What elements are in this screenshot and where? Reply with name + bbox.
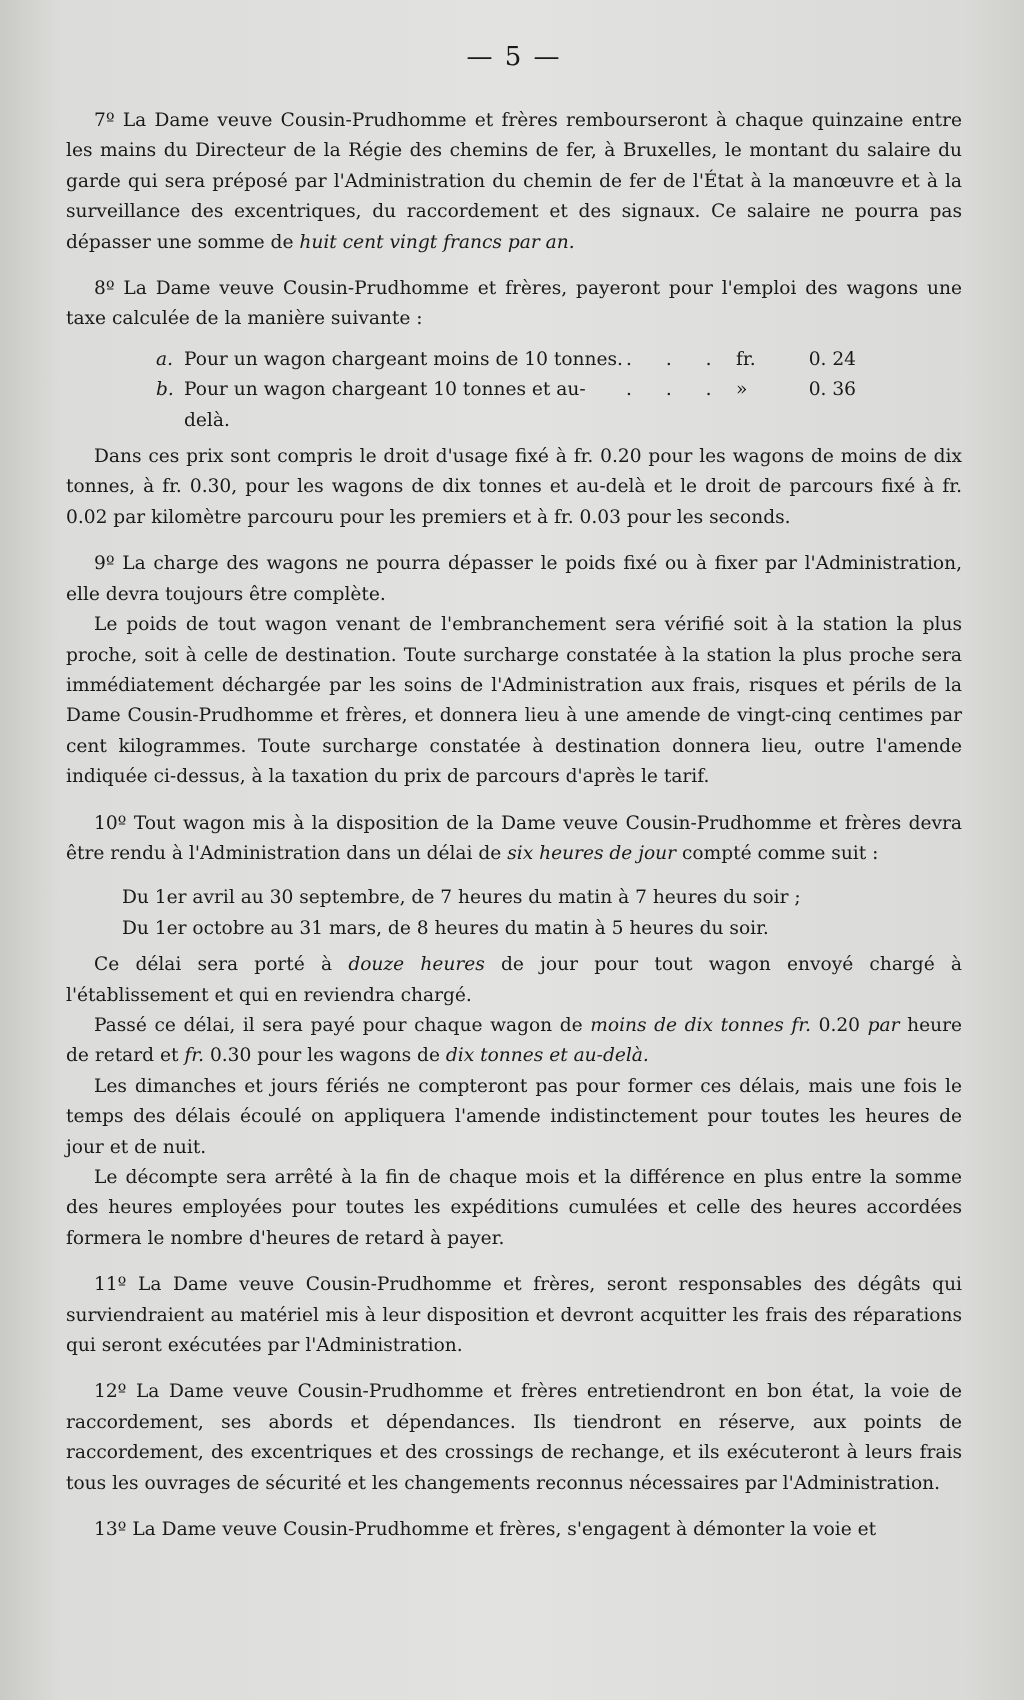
article-13: 13º La Dame veuve Cousin-Prudhomme et frères, s'engagent à démonter la voie et [94,1519,877,1541]
tariff-row [156,375,856,436]
tariff-text: Pour un wagon chargeant moins de 10 tonnes. [184,348,623,370]
penalty-italic: par [867,1014,900,1036]
tariff-row [156,345,856,375]
tariff-list [156,345,856,436]
tariff-unit: » [736,379,748,401]
penalty-text: heure de retard et [66,1014,962,1067]
article-10-extension [66,950,962,1011]
tariff-letter: a. [156,348,173,370]
article-10-italic: six heures de jour [507,842,677,864]
penalty-text: Passé ce délai, il sera payé pour chaque wagon de [94,1014,583,1036]
article-9-details: Le poids de tout wagon venant de l'embranchement sera vérifié soit à la station la plus proche, soit à celle de destination. Toute surcharge constatée à la station la plus proche sera immédiatement déchargée par les soins de l'Administration aux frais, risques et périls de la Dame Cousin-Prudhomme et frères, et donnera lieu à une amende de vingt-cinq centimes par cent kilogrammes. Toute surcharge constatée à destination donnera lieu, outre l'amende indiquée ci-dessus, à la taxation du prix de parcours d'après le tarif. [66,614,962,788]
penalty-italic: dix tonnes et au-delà. [445,1045,649,1067]
article-10-extension-text: Ce délai sera porté à [94,954,333,976]
article-10 [66,809,962,870]
penalty-italic: fr. [184,1045,205,1067]
penalty-text: 0.20 [818,1014,861,1036]
tariff-price: 0. 24 [808,348,856,370]
article-10-settlement: Le décompte sera arrêté à la fin de chaque mois et la différence en plus entre la somme des heures employées pour toutes les expéditions cumulées et celle des heures accordées formera le nombre d'heures de retard à payer. [66,1167,962,1249]
tariff-dots: . . . [626,379,726,401]
period-winter: Du 1er octobre au 31 mars, de 8 heures du matin à 5 heures du soir. [122,917,769,939]
article-7 [66,106,962,258]
article-8-details: Dans ces prix sont compris le droit d'usage fixé à fr. 0.20 pour les wagons de moins de dix tonnes, à fr. 0.30, pour les wagons de dix tonnes et au-delà et le droit de parcours fixé à fr. 0.02 par kilomètre parcouru pour les premiers et à fr. 0.03 pour les seconds. [66,446,962,528]
tariff-text: Pour un wagon chargeant 10 tonnes et au-delà. [184,379,586,431]
penalty-italic: moins de dix tonnes fr. [590,1014,811,1036]
article-10-text: 10º Tout wagon mis à la disposition de la Dame veuve Cousin-Prudhomme et frères devra être rendu à l'Administration dans un délai de [66,812,962,864]
period-summer: Du 1er avril au 30 septembre, de 7 heures du matin à 7 heures du soir ; [122,887,801,909]
penalty-text: 0.30 pour les wagons de [209,1045,440,1067]
period-list [122,883,962,944]
tariff-dots: . . . [626,348,726,370]
article-8: 8º La Dame veuve Cousin-Prudhomme et frères, payeront pour l'emploi des wagons une taxe calculée de la manière suivante : [66,278,962,330]
article-10-holidays: Les dimanches et jours fériés ne compteront pas pour former ces délais, mais une fois le temps des délais écoulé on appliquera l'amende indistinctement pour toutes les heures de jour et de nuit. [66,1075,962,1158]
article-10-extension-text-end: de jour pour tout wagon envoyé chargé à l'établissement et qui en reviendra chargé. [66,954,963,1006]
tariff-price: 0. 36 [808,379,856,401]
article-7-italic: huit cent vingt francs par an. [299,231,575,253]
article-9: 9º La charge des wagons ne pourra dépasser le poids fixé ou à fixer par l'Administration, elle devra toujours être complète. [66,553,962,605]
tariff-unit: fr. [736,348,756,370]
article-11: 11º La Dame veuve Cousin-Prudhomme et frères, seront responsables des dégâts qui surviendraient au matériel mis à leur disposition et devront acquitter les frais des réparations qui seront exécutées par l'Administration. [66,1274,962,1357]
article-7-text: 7º La Dame veuve Cousin-Prudhomme et frères rembourseront à chaque quinzaine entre les mains du Directeur de la Régie des chemins de fer, à Bruxelles, le montant du salaire du garde qui sera préposé par l'Administration du chemin de fer de l'État à la manœuvre et à la surveillance des excentriques, du raccordement et des signaux. Ce salaire ne pourra pas dépasser une somme de [66,110,962,253]
article-10-text-end: compté comme suit : [681,842,879,864]
page-number: — 5 — [466,42,562,72]
article-10-penalty [66,1011,962,1072]
article-12: 12º La Dame veuve Cousin-Prudhomme et frères entretiendront en bon état, la voie de raccordement, ses abords et dépendances. Ils tiendront en réserve, aux points de raccordement, des excentriques et des crossings de rechange, et ils exécuteront à leurs frais tous les ouvrages de sécurité et les changements reconnus nécessaires par l'Administration. [66,1381,962,1494]
tariff-letter: b. [156,379,174,401]
article-10-extension-italic: douze heures [348,954,485,976]
